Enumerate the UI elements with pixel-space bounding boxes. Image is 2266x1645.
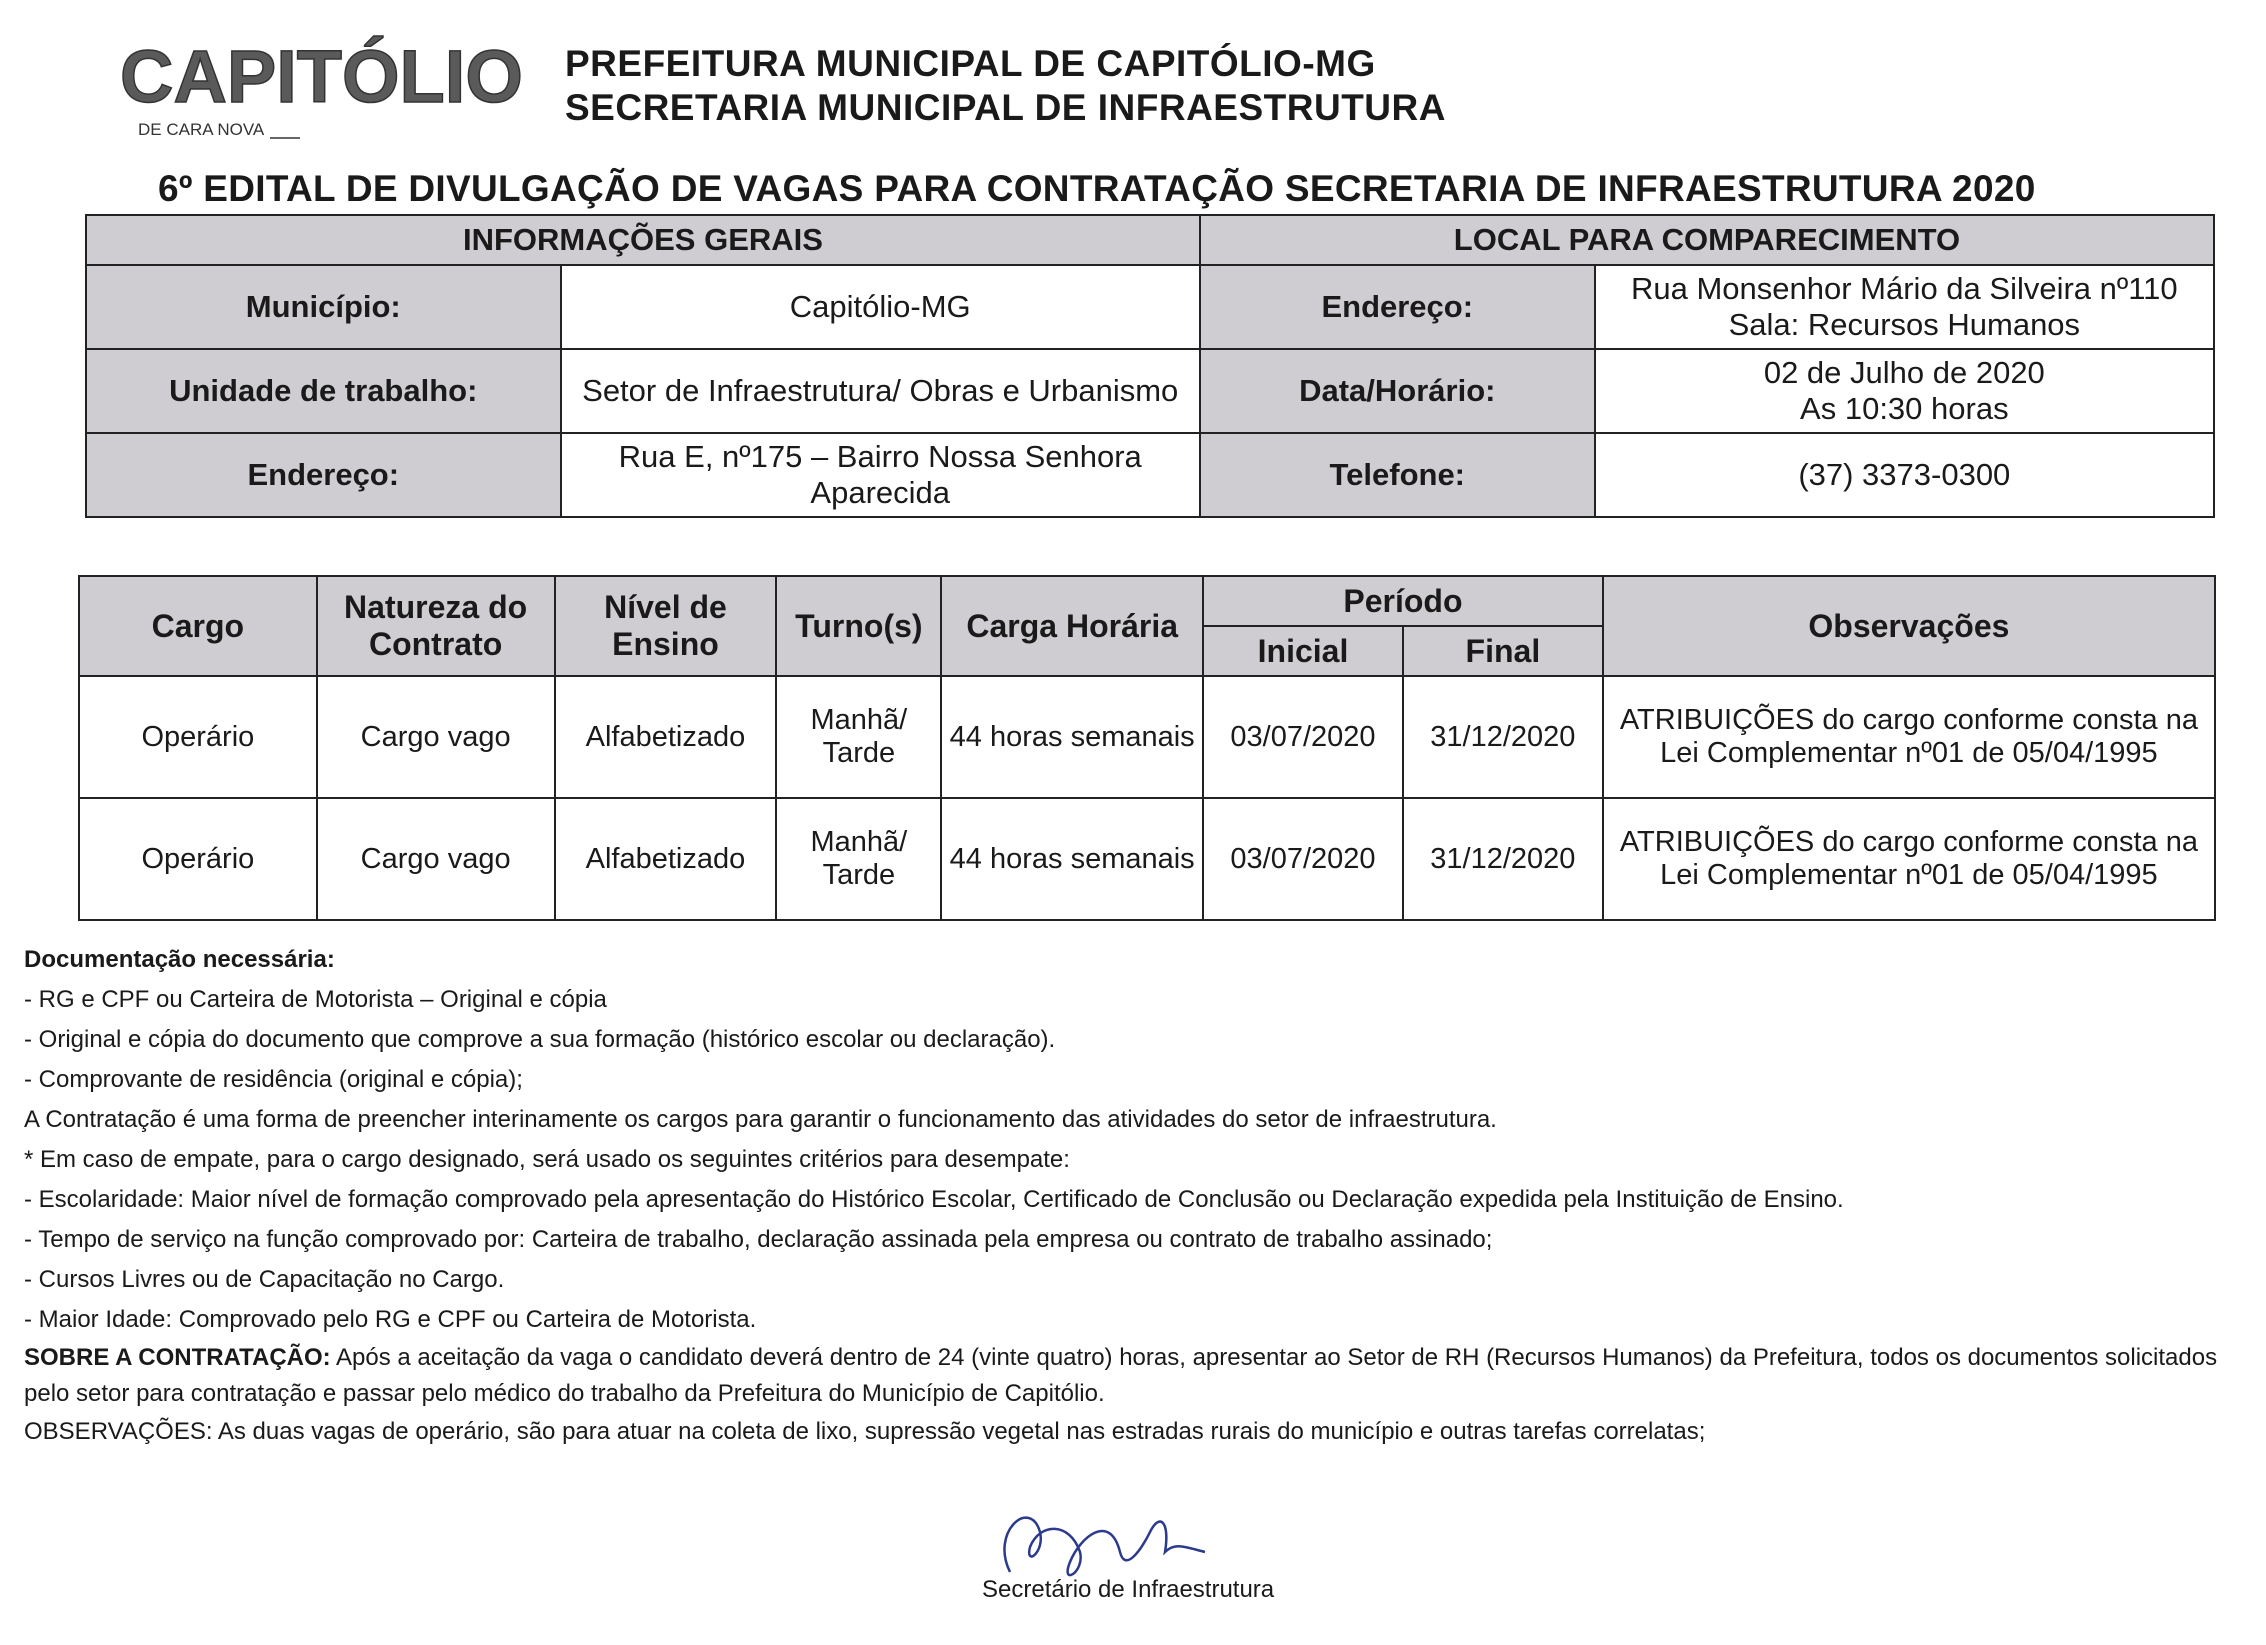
unidade-value: Setor de Infraestrutura/ Obras e Urbanismo [561, 349, 1200, 433]
col-header-carga: Carga Horária [941, 576, 1203, 676]
municipio-label: Município: [86, 265, 561, 349]
table-row [79, 798, 2215, 920]
signature-caption: Secretário de Infraestrutura [982, 1576, 1275, 1603]
cell-carga: 44 horas semanais [941, 676, 1203, 798]
cell-inicial: 03/07/2020 [1203, 798, 1403, 920]
municipio-value: Capitólio-MG [561, 265, 1200, 349]
cell-cargo: Operário [79, 798, 317, 920]
header-prefeitura: PREFEITURA MUNICIPAL DE CAPITÓLIO-MG [565, 43, 1376, 84]
data-line: 02 de Julho de 2020 [1763, 355, 2045, 390]
edital-title: 6º EDITAL DE DIVULGAÇÃO DE VAGAS PARA CONTRATAÇÃO SECRETARIA DE INFRAESTRUTURA 2020 [158, 168, 2036, 209]
cell-observacoes: ATRIBUIÇÕES do cargo conforme consta na Lei Complementar nº01 de 05/04/1995 [1603, 798, 2215, 920]
data-horario-value [1595, 349, 2214, 433]
endereco-label: Endereço: [86, 433, 561, 517]
cell-natureza: Cargo vago [317, 798, 555, 920]
telefone-value: (37) 3373-0300 [1595, 433, 2214, 517]
sobre-text: Após a aceitação da vaga o candidato deverá dentro de 24 (vinte quatro) horas, apresentar ao Setor de RH (Recursos Humanos) da Prefeitura, todos os documentos solicitados pelo setor para contratação e passar pelo médico do trabalho da Prefeitura do Município de Capitólio. [24, 1344, 2218, 1407]
cell-nivel: Alfabetizado [555, 676, 777, 798]
notes-section [24, 940, 2254, 1452]
capitolio-logo [120, 30, 530, 150]
col-header-nivel: Nível de Ensino [555, 576, 777, 676]
col-header-observacoes: Observações [1603, 576, 2215, 676]
cell-turno: Manhã/ Tarde [776, 798, 941, 920]
horario-line: As 10:30 horas [1800, 391, 2009, 426]
unidade-label: Unidade de trabalho: [86, 349, 561, 433]
note-line: - Comprovante de residência (original e cópia); [24, 1066, 523, 1093]
col-header-natureza: Natureza do Contrato [317, 576, 555, 676]
local-header: LOCAL PARA COMPARECIMENTO [1200, 215, 2214, 265]
cell-final: 31/12/2020 [1403, 676, 1603, 798]
cell-cargo: Operário [79, 676, 317, 798]
note-line: - Cursos Livres ou de Capacitação no Cargo. [24, 1266, 505, 1293]
sobre-label: SOBRE A CONTRATAÇÃO: [24, 1344, 331, 1371]
info-table [85, 214, 2215, 518]
cell-carga: 44 horas semanais [941, 798, 1203, 920]
jobs-table [78, 575, 2216, 921]
local-endereco-line1: Rua Monsenhor Mário da Silveira nº110 [1630, 271, 2178, 306]
col-header-cargo: Cargo [79, 576, 317, 676]
telefone-label: Telefone: [1200, 433, 1595, 517]
cell-nivel: Alfabetizado [555, 798, 777, 920]
header-titles [565, 42, 1446, 130]
note-line: * Em caso de empate, para o cargo designado, será usado os seguintes critérios para desempate: [24, 1146, 1070, 1173]
cell-natureza: Cargo vago [317, 676, 555, 798]
note-line: - Original e cópia do documento que comprove a sua formação (histórico escolar ou declaração). [24, 1026, 1056, 1053]
logo-graphic [120, 30, 530, 150]
col-header-inicial: Inicial [1203, 626, 1403, 676]
observacoes-note: OBSERVAÇÕES: As duas vagas de operário, são para atuar na coleta de lixo, supressão vegetal nas estradas rurais do município e outras tarefas correlatas; [24, 1418, 1706, 1445]
documentation-title: Documentação necessária: [24, 946, 335, 973]
data-horario-label: Data/Horário: [1200, 349, 1595, 433]
note-line: A Contratação é uma forma de preencher interinamente os cargos para garantir o funcionamento das atividades do setor de infraestrutura. [24, 1106, 1497, 1133]
note-line: - Escolaridade: Maior nível de formação comprovado pela apresentação do Histórico Escolar, Certificado de Conclusão ou Declaração expedida pela Instituição de Ensino. [24, 1186, 1844, 1213]
local-endereco-label: Endereço: [1200, 265, 1595, 349]
logo-tagline: DE CARA NOVA [138, 120, 265, 139]
cell-turno: Manhã/ Tarde [776, 676, 941, 798]
cell-inicial: 03/07/2020 [1203, 676, 1403, 798]
endereco-value: Rua E, nº175 – Bairro Nossa Senhora Aparecida [561, 433, 1200, 517]
note-line: - RG e CPF ou Carteira de Motorista – Original e cópia [24, 986, 607, 1013]
cell-final: 31/12/2020 [1403, 798, 1603, 920]
note-line: - Maior Idade: Comprovado pelo RG e CPF ou Carteira de Motorista. [24, 1306, 757, 1333]
table-row [79, 676, 2215, 798]
general-info-header: INFORMAÇÕES GERAIS [86, 215, 1200, 265]
header-secretaria: SECRETARIA MUNICIPAL DE INFRAESTRUTURA [565, 87, 1446, 128]
local-endereco-value [1595, 265, 2214, 349]
note-line: - Tempo de serviço na função comprovado por: Carteira de trabalho, declaração assinada pela empresa ou contrato de trabalho assinado; [24, 1226, 1493, 1253]
col-header-final: Final [1403, 626, 1603, 676]
cell-observacoes: ATRIBUIÇÕES do cargo conforme consta na Lei Complementar nº01 de 05/04/1995 [1603, 676, 2215, 798]
col-header-turno: Turno(s) [776, 576, 941, 676]
col-header-periodo: Período [1203, 576, 1603, 626]
sobre-contratacao [24, 1340, 2254, 1412]
logo-wordmark: CAPITÓLIO [120, 35, 523, 118]
local-endereco-line2: Sala: Recursos Humanos [1728, 307, 2081, 342]
